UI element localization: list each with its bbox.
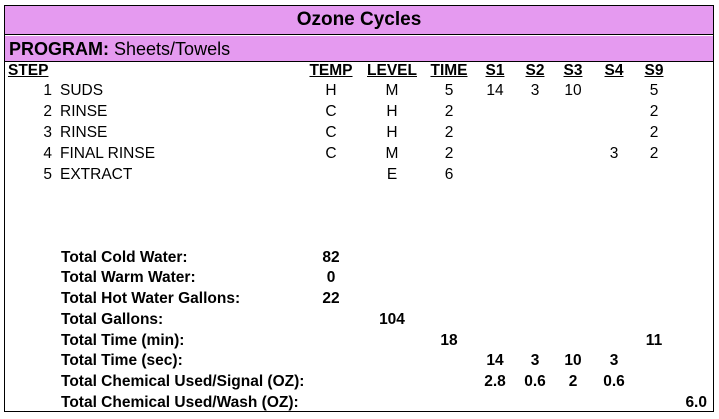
- step-time: 5: [444, 82, 454, 99]
- total-gallons-value: 104: [379, 311, 405, 328]
- header-temp: TEMP: [309, 62, 353, 79]
- header-s2: S2: [525, 62, 545, 79]
- total-chem-signal-s2-value: 0.6: [524, 373, 546, 390]
- header-time: TIME: [430, 62, 468, 79]
- step-level: M: [385, 82, 399, 99]
- total-time-min-value: 18: [440, 332, 458, 349]
- step-number: 3: [43, 124, 52, 141]
- total-time-min-label: Total Time (min):: [61, 332, 185, 349]
- total-time-sec-s1-value: 14: [486, 352, 504, 369]
- step-s9: 5: [649, 82, 659, 99]
- program-label: PROGRAM:: [9, 38, 109, 59]
- step-time: 2: [444, 124, 454, 141]
- step-number: 4: [43, 145, 52, 162]
- step-time: 2: [444, 145, 454, 162]
- header-s4: S4: [604, 62, 624, 79]
- step-name: RINSE: [60, 103, 108, 120]
- total-chem-signal-s4-value: 0.6: [603, 373, 625, 390]
- header-s3: S3: [563, 62, 583, 79]
- step-number: 2: [43, 103, 52, 120]
- total-chem-wash-value: 6.0: [685, 394, 707, 411]
- header-s1: S1: [485, 62, 505, 79]
- step-temp: H: [325, 82, 337, 99]
- total-time-sec-label: Total Time (sec):: [61, 352, 183, 369]
- step-s9: 2: [649, 103, 659, 120]
- total-chem-signal-label: Total Chemical Used/Signal (OZ):: [61, 373, 305, 390]
- total-chem-wash-label: Total Chemical Used/Wash (OZ):: [61, 394, 299, 411]
- step-name: SUDS: [60, 82, 104, 99]
- step-temp: C: [325, 145, 337, 162]
- step-temp: C: [325, 103, 337, 120]
- step-time: 6: [444, 166, 454, 183]
- total-hot-water-label: Total Hot Water Gallons:: [61, 290, 241, 307]
- step-time: 2: [444, 103, 454, 120]
- header-s9: S9: [644, 62, 664, 79]
- step-temp: C: [325, 124, 337, 141]
- total-warm-water-value: 0: [326, 269, 336, 286]
- sheet-title: Ozone Cycles: [5, 6, 713, 35]
- step-s9: 2: [649, 145, 659, 162]
- step-s9: 2: [649, 124, 659, 141]
- step-s3: 10: [564, 82, 582, 99]
- total-chem-signal-s3-value: 2: [568, 373, 578, 390]
- total-gallons-label: Total Gallons:: [61, 311, 164, 328]
- step-s2: 3: [530, 82, 540, 99]
- step-number: 1: [43, 82, 52, 99]
- step-number: 5: [43, 166, 52, 183]
- total-time-min-s9-value: 11: [645, 332, 663, 349]
- program-name: Sheets/Towels: [114, 38, 231, 59]
- step-level: H: [386, 103, 398, 120]
- total-chem-signal-s1-value: 2.8: [484, 373, 506, 390]
- step-name: EXTRACT: [60, 166, 133, 183]
- total-cold-water-value: 82: [322, 249, 340, 266]
- step-name: RINSE: [60, 124, 108, 141]
- step-s4: 3: [609, 145, 619, 162]
- step-level: H: [386, 124, 398, 141]
- step-name: FINAL RINSE: [60, 145, 156, 162]
- header-step: STEP: [8, 62, 49, 79]
- total-hot-water-value: 22: [322, 290, 340, 307]
- total-time-sec-s4-value: 3: [609, 352, 619, 369]
- total-warm-water-label: Total Warm Water:: [61, 269, 196, 286]
- total-time-sec-s3-value: 10: [564, 352, 582, 369]
- program-bar: [5, 36, 713, 62]
- step-level: M: [385, 145, 399, 162]
- step-s1: 14: [486, 82, 504, 99]
- total-time-sec-s2-value: 3: [530, 352, 540, 369]
- header-level: LEVEL: [367, 62, 417, 79]
- total-cold-water-label: Total Cold Water:: [61, 249, 188, 266]
- step-level: E: [386, 166, 398, 183]
